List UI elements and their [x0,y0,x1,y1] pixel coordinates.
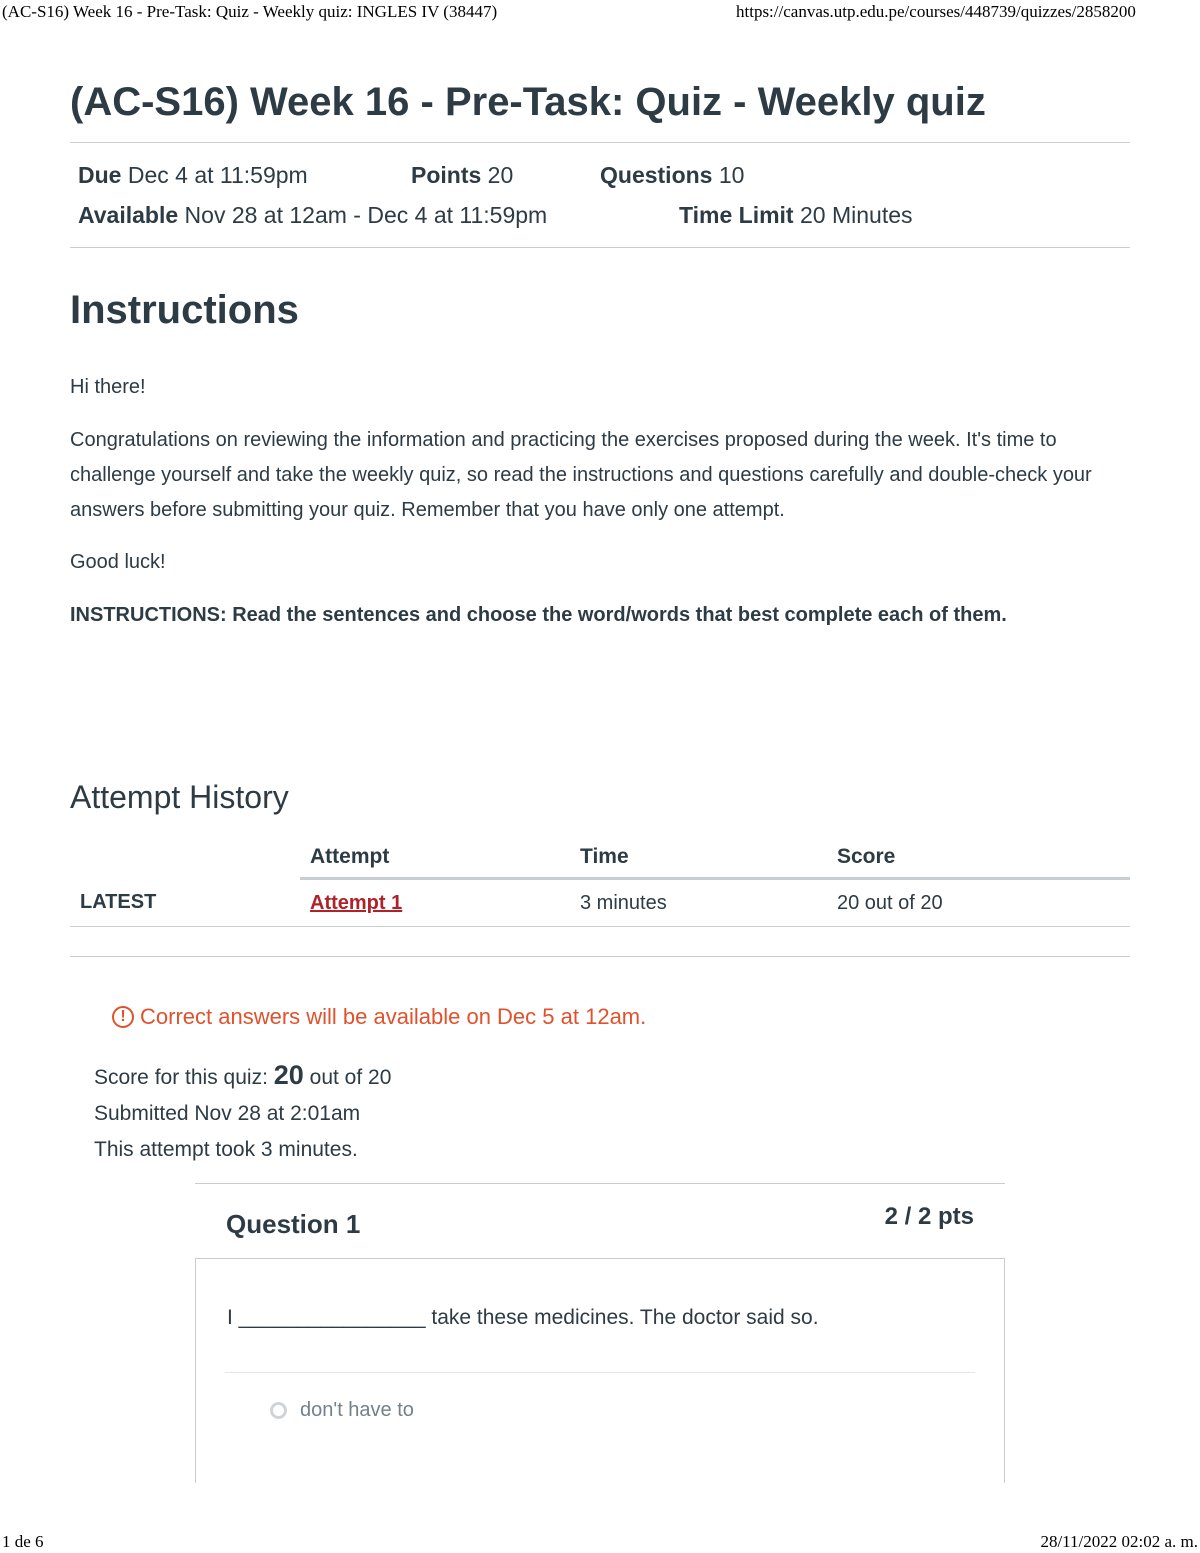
instructions-closing: Good luck! [70,551,166,573]
print-url: https://canvas.utp.edu.pe/courses/448739/quizzes/2858200 [736,2,1136,21]
points-detail [411,155,600,195]
due-label: Due [78,162,122,188]
points-value: 20 [487,162,514,188]
submitted-text: Submitted Nov 28 at 2:01am [94,1102,361,1125]
column-header-time: Time [570,837,827,879]
score-prefix: Score for this quiz: [94,1066,268,1089]
time-limit-label: Time Limit [679,202,794,228]
due-detail [78,155,411,195]
print-tab-title: (AC-S16) Week 16 - Pre-Task: Quiz - Weekly quiz: INGLES IV (38447) [2,2,498,21]
due-value: Dec 4 at 11:59pm [127,162,308,188]
question-title: Question 1 [226,1209,361,1239]
questions-label: Questions [600,162,713,188]
divider [70,247,1130,248]
instructions-heading: Instructions [70,288,299,332]
duration-text: This attempt took 3 minutes. [94,1138,358,1161]
page-title: (AC-S16) Week 16 - Pre-Task: Quiz - Weekly quiz [70,80,986,124]
divider [225,1372,975,1373]
divider [70,956,1130,957]
questions-detail [600,155,744,195]
available-label: Available [78,202,179,228]
column-header-score: Score [827,837,1130,879]
score-summary [94,1057,391,1168]
table-row [70,879,1130,927]
question-body [195,1258,1005,1483]
question-header [195,1183,1005,1259]
score-line [94,1057,391,1096]
time-limit-detail [679,195,913,235]
table-header-row [70,837,1130,879]
points-label: Points [411,162,482,188]
answers-notice [112,1004,646,1030]
notice-text: Correct answers will be available on Dec 5 at 12am. [140,1004,647,1029]
available-value: Nov 28 at 12am - Dec 4 at 11:59pm [184,202,548,228]
score-cell: 20 out of 20 [827,879,1130,927]
row-label: LATEST [70,879,300,927]
print-timestamp: 28/11/2022 02:02 a. m. [1040,1532,1198,1551]
quiz-details [70,143,1130,247]
attempt-cell [300,879,570,927]
instructions-greeting: Hi there! [70,376,146,398]
attempt-history-table [70,837,1130,927]
questions-value: 10 [718,162,745,188]
question-points: 2 / 2 pts [884,1203,974,1230]
attempt-history [70,777,1130,927]
time-cell: 3 minutes [570,879,827,927]
page-indicator: 1 de 6 [2,1532,44,1551]
attempt-history-heading: Attempt History [70,779,289,815]
time-limit-value: 20 Minutes [800,202,913,228]
quiz-page [70,70,1130,633]
instructions-task: INSTRUCTIONS: Read the sentences and choose the word/words that best complete each of them. [70,604,1007,626]
instructions-body: Congratulations on reviewing the information and practicing the exercises proposed during the week. It's time to challenge yourself and take the weekly quiz, so read the instructions and questions carefully and double-check your answers before submitting your quiz. Remember that you have only one attempt. [70,429,1092,521]
print-footer [0,1530,1200,1552]
score-suffix: out of 20 [309,1066,392,1089]
radio-icon[interactable] [270,1402,287,1419]
attempt-1-link[interactable]: Attempt 1 [310,891,403,914]
print-header [0,0,1200,26]
column-header-attempt: Attempt [300,837,570,879]
answer-option[interactable] [270,1399,414,1422]
score-value: 20 [273,1060,304,1090]
alert-circle-icon: ! [112,1006,134,1028]
available-detail [78,195,679,235]
question-text: I ________________ take these medicines. The doctor said so. [227,1306,819,1329]
column-header [70,837,300,879]
answer-label: don't have to [300,1399,414,1421]
